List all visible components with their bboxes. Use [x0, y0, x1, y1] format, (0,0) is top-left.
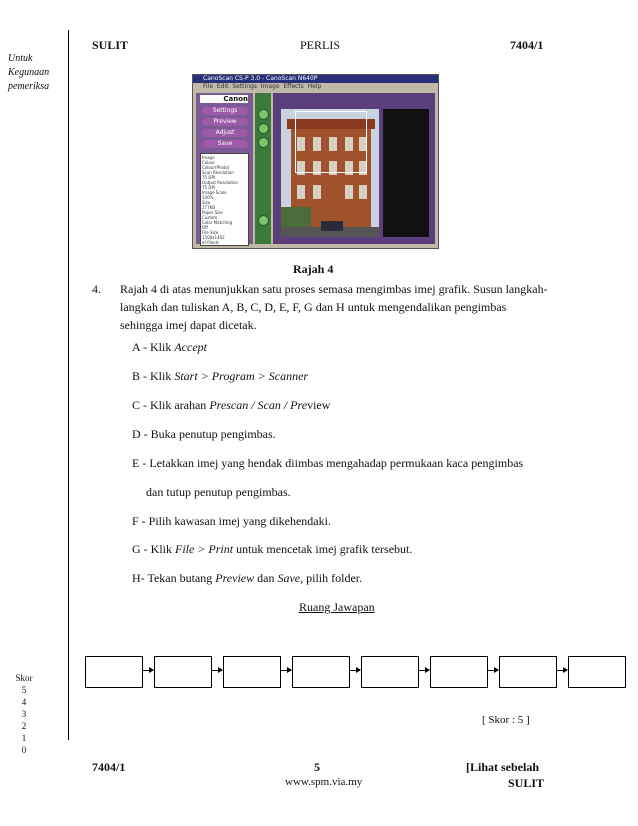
- footer-left: 7404/1: [92, 760, 126, 774]
- arrow-icon: [281, 670, 291, 671]
- answer-box-3[interactable]: [223, 656, 281, 688]
- question-number: 4.: [92, 282, 101, 296]
- scanner-menubar: File Edit Settings Image Effects Help: [203, 83, 322, 90]
- footer-right: [Lihat sebelah: [466, 760, 540, 774]
- settings-button: Settings: [202, 107, 248, 115]
- arrow-icon: [488, 670, 498, 671]
- option-f: F - Pilih kawasan imej yang dikehendaki.: [132, 514, 331, 528]
- figure-caption: Rajah 4: [293, 262, 334, 276]
- option-c: C - Klik arahan Prescan / Scan / Preview: [132, 398, 331, 412]
- answer-box-1[interactable]: [85, 656, 143, 688]
- answer-box-4[interactable]: [292, 656, 350, 688]
- arrow-icon: [557, 670, 567, 671]
- help-icon: [258, 215, 269, 226]
- selection-frame: [295, 111, 367, 173]
- examiner-note: Untuk Kegunaan pemeriksa: [8, 53, 50, 92]
- header-left: SULIT: [92, 38, 129, 52]
- arrow-icon: [143, 670, 153, 671]
- option-d: D - Buka penutup pengimbas.: [132, 427, 276, 441]
- scanner-dark-panel: [383, 109, 429, 237]
- preview-button: Preview: [202, 118, 248, 126]
- arrow-icon: [212, 670, 222, 671]
- footer-sulit: SULIT: [508, 776, 545, 790]
- answer-space-title: Ruang Jawapan: [299, 600, 375, 614]
- scanner-titlebar: CanoScan CS-P 3.0 - CanoScan N640P: [193, 75, 438, 83]
- scanner-tool-strip: [255, 93, 271, 244]
- answer-box-2[interactable]: [154, 656, 212, 688]
- arrow-icon: [350, 670, 360, 671]
- score-note: [ Skor : 5 ]: [482, 714, 530, 726]
- footer-url: www.spm.via.my: [285, 776, 363, 788]
- answer-box-8[interactable]: [568, 656, 626, 688]
- option-h: H- Tekan butang Preview dan Save, pilih folder.: [132, 571, 363, 585]
- option-e-cont: dan tutup penutup pengimbas.: [146, 485, 291, 499]
- margin-rule: [68, 30, 69, 740]
- score-column: Skor 5 4 3 2 1 0: [15, 673, 33, 755]
- header-center: PERLIS: [300, 38, 341, 52]
- building-photo: [281, 109, 379, 237]
- scan-info-box: Image Colour Colour(Photo) Scan Resolution 75 DPI Output Resolution 75 DPI Image Scale 100% Size 277KB Paper Size Custom Color Matching Off File Size 1500x1402 of fileids: [200, 153, 249, 246]
- option-g: G - Klik File > Print untuk mencetak imej grafik tersebut.: [132, 542, 413, 556]
- arrow-icon: [419, 670, 429, 671]
- scanner-preview-panel: [273, 93, 435, 244]
- option-a: A - Klik Accept: [132, 340, 207, 354]
- option-b: B - Klik Start > Program > Scanner: [132, 369, 309, 383]
- canon-logo: Canon: [200, 95, 248, 103]
- answer-box-7[interactable]: [499, 656, 557, 688]
- scanner-left-panel: [196, 93, 253, 244]
- option-e: E - Letakkan imej yang hendak diimbas mengahadap permukaan kaca pengimbas: [132, 456, 524, 470]
- adjust-button: Adjust: [202, 129, 248, 137]
- tool-icon: [258, 123, 269, 134]
- page-number: 5: [314, 760, 320, 774]
- header-right: 7404/1: [510, 38, 544, 52]
- answer-box-6[interactable]: [430, 656, 488, 688]
- tool-icon: [258, 109, 269, 120]
- save-button: Save: [202, 140, 248, 148]
- answer-box-5[interactable]: [361, 656, 419, 688]
- question-text: Rajah 4 di atas menunjukkan satu proses semasa mengimbas imej grafik. Susun langkah-langkah dan tuliskan A, B, C, D, E, F, G dan H untuk mengendalikan pengimbas sehingga imej dapat dicetak.: [120, 282, 548, 332]
- scanner-window-image: [192, 74, 439, 249]
- tool-icon: [258, 137, 269, 148]
